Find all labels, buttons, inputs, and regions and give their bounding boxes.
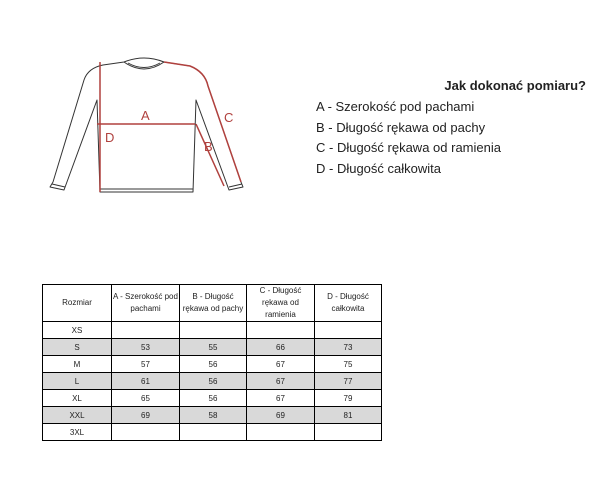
- table-row: [43, 390, 382, 407]
- cell-c: [247, 322, 315, 339]
- cell-d: [315, 322, 382, 339]
- cell-d: [315, 424, 382, 441]
- cell-b: [180, 424, 247, 441]
- cell-a: 57: [112, 356, 180, 373]
- measure-line-b: [196, 124, 224, 186]
- label-b: B: [204, 139, 213, 154]
- cell-size: XL: [43, 390, 112, 407]
- right-cuff-line: [229, 184, 242, 187]
- cell-d: 81: [315, 407, 382, 424]
- cell-a: [112, 322, 180, 339]
- table-row: [43, 356, 382, 373]
- table-row: [43, 339, 382, 356]
- header-c: C - Długość rękawa od ramienia: [247, 285, 315, 322]
- cell-a: 65: [112, 390, 180, 407]
- cell-c: 69: [247, 407, 315, 424]
- cell-c: 67: [247, 356, 315, 373]
- cell-d: 77: [315, 373, 382, 390]
- legend-item-a: A - Szerokość pod pachami: [316, 99, 475, 114]
- cell-a: 53: [112, 339, 180, 356]
- sweater-diagram: [40, 50, 300, 210]
- table-row: [43, 322, 382, 339]
- cell-b: 56: [180, 356, 247, 373]
- cell-b: 56: [180, 390, 247, 407]
- table-row: [43, 407, 382, 424]
- sweater-outline: [50, 58, 243, 192]
- left-cuff-line: [52, 184, 65, 187]
- cell-c: 67: [247, 373, 315, 390]
- legend-item-c: C - Długość rękawa od ramienia: [316, 140, 501, 155]
- cell-c: 66: [247, 339, 315, 356]
- header-b: B - Długość rękawa od pachy: [180, 285, 247, 322]
- size-table: [42, 284, 382, 441]
- table-row: [43, 424, 382, 441]
- label-d: D: [105, 130, 115, 145]
- label-a: A: [141, 108, 150, 123]
- cell-size: M: [43, 356, 112, 373]
- table-header-row: [43, 285, 382, 322]
- cell-c: 67: [247, 390, 315, 407]
- legend-item-d: D - Długość całkowita: [316, 160, 441, 176]
- cell-size: XXL: [43, 407, 112, 424]
- cell-size: 3XL: [43, 424, 112, 441]
- header-size: Rozmiar: [43, 285, 112, 322]
- measurement-legend: [316, 78, 586, 179]
- cell-d: 73: [315, 339, 382, 356]
- cell-size: XS: [43, 322, 112, 339]
- cell-size: L: [43, 373, 112, 390]
- cell-b: 55: [180, 339, 247, 356]
- label-c: C: [224, 110, 234, 125]
- table-row: [43, 373, 382, 390]
- cell-a: [112, 424, 180, 441]
- cell-b: 56: [180, 373, 247, 390]
- header-a: A - Szerokość pod pachami: [112, 285, 180, 322]
- cell-b: [180, 322, 247, 339]
- cell-b: 58: [180, 407, 247, 424]
- cell-c: [247, 424, 315, 441]
- cell-size: S: [43, 339, 112, 356]
- cell-d: 75: [315, 356, 382, 373]
- header-d: D - Długość całkowita: [315, 285, 382, 322]
- legend-title: Jak dokonać pomiaru?: [444, 78, 586, 93]
- cell-d: 79: [315, 390, 382, 407]
- cell-a: 69: [112, 407, 180, 424]
- cell-a: 61: [112, 373, 180, 390]
- legend-item-b: B - Długość rękawa od pachy: [316, 119, 486, 135]
